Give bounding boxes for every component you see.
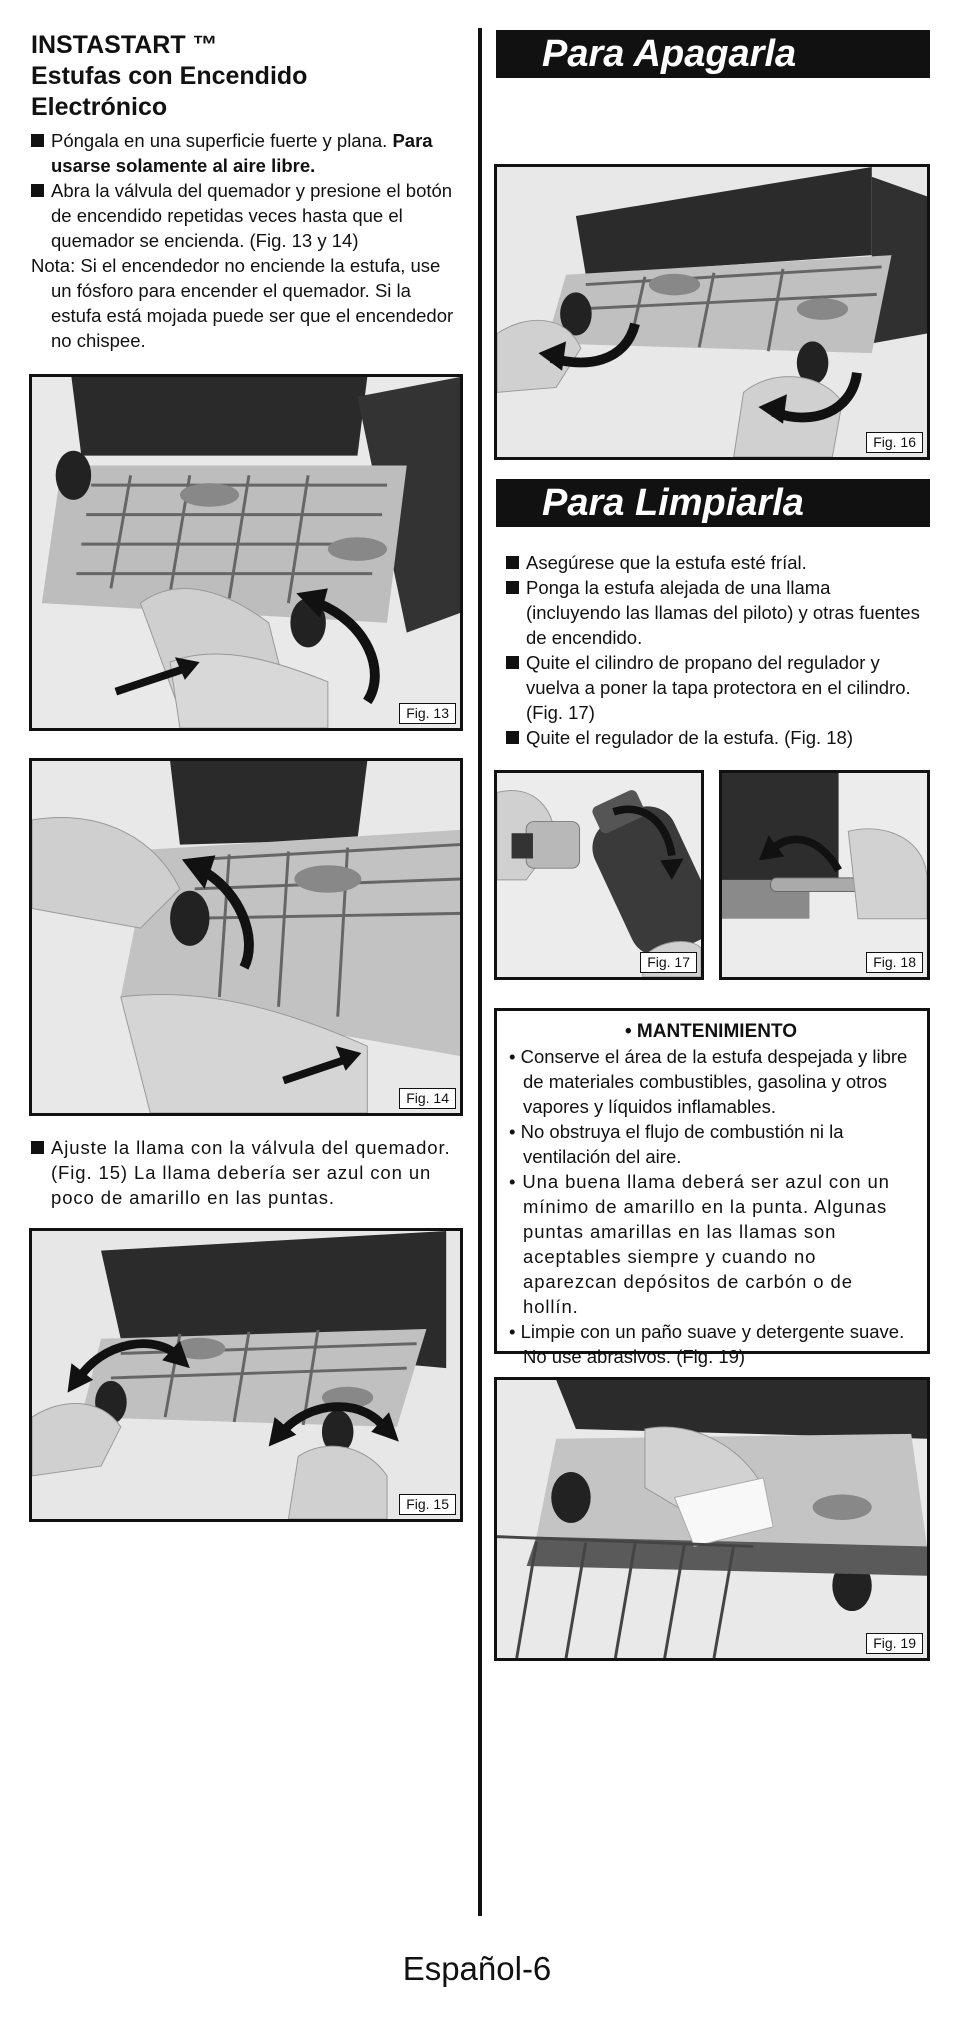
figure-18 (719, 770, 930, 980)
maintenance-item: • No obstruya el flujo de combustión ni la ventilación del aire. (509, 1121, 844, 1167)
cleaning-item: Asegúrese que la estufa esté fríal. (506, 550, 926, 575)
square-bullet-icon (31, 184, 44, 197)
bullet-adjust-text: Ajuste la llama con la válvula del quemador. (Fig. 15) La llama debería ser azul con un poco de amarillo en las puntas. (51, 1137, 451, 1208)
cylinder-removal-illustration (497, 773, 701, 977)
figure-16 (494, 164, 930, 460)
figure-19 (494, 1377, 930, 1661)
figure-14 (29, 758, 463, 1116)
figure-13 (29, 374, 463, 731)
square-bullet-icon (31, 1141, 44, 1154)
bullet-surface-text: Póngala en una superficie fuerte y plana. (51, 130, 393, 151)
header-para-limpiarla: Para Limpiarla (496, 479, 930, 527)
square-bullet-icon (506, 656, 519, 669)
cleaning-item: Ponga la estufa alejada de una llama (incluyendo las llamas del piloto) y otras fuentes de encendido. (506, 575, 926, 650)
instructions-block (31, 128, 456, 353)
column-divider (478, 28, 482, 1916)
stove-ignite-illustration (32, 377, 460, 728)
fig-15-label: Fig. 15 (399, 1494, 456, 1515)
figure-17 (494, 770, 704, 980)
maintenance-item: • Limpie con un paño suave y detergente suave. No use abrasivos. (Fig. 19) (509, 1321, 905, 1367)
stove-knob-illustration (32, 761, 460, 1113)
regulator-removal-illustration (722, 773, 927, 977)
maintenance-item: • Conserve el área de la estufa despejada y libre de materiales combustibles, gasolina y otros vapores y líquidos inflamables. (509, 1046, 908, 1117)
page-number: Español-6 (402, 1950, 552, 1987)
stove-cleaning-illustration (497, 1380, 927, 1658)
title-line-1: INSTASTART ™ (31, 31, 218, 59)
maintenance-item: • Una buena llama deberá ser azul con un mínimo de amarillo en la punta. Algunas puntas amarillas en las llamas son aceptables siempre y cuando no aparezcan depósitos de carbón o de hollín. (509, 1171, 890, 1317)
bullet-surface (31, 128, 456, 178)
stove-adjust-illustration (32, 1231, 460, 1519)
header-para-apagarla: Para Apagarla (496, 30, 930, 78)
fig-16-label: Fig. 16 (866, 432, 923, 453)
title-line-3: Electrónico (31, 93, 168, 121)
square-bullet-icon (506, 556, 519, 569)
note-text: Nota: Si el encendedor no enciende la estufa, use un fósforo para encender el quemador. Si la estufa está mojada puede ser que el encendedor no chispee. (31, 255, 454, 351)
maintenance-title: • MANTENIMIENTO (624, 1021, 798, 1042)
maintenance-box (494, 1008, 930, 1367)
cleaning-list (506, 550, 926, 750)
stove-off-illustration (497, 167, 927, 457)
fig-18-label: Fig. 18 (866, 952, 923, 973)
bullet-ignite (31, 178, 456, 253)
fig-19-label: Fig. 19 (866, 1633, 923, 1654)
square-bullet-icon (506, 731, 519, 744)
title-line-2: Estufas con Encendido (31, 62, 308, 90)
square-bullet-icon (506, 581, 519, 594)
bullet-adjust-flame (31, 1135, 471, 1210)
cleaning-item: Quite el cilindro de propano del regulador y vuelva a poner la tapa protectora en el cilindro. (Fig. 17) (506, 650, 926, 725)
bullet-surface-bold: Para usarse solamente al aire libre. (51, 130, 433, 176)
fig-17-label: Fig. 17 (640, 952, 697, 973)
cleaning-item: Quite el regulador de la estufa. (Fig. 18) (506, 725, 926, 750)
fig-13-label: Fig. 13 (399, 703, 456, 724)
fig-14-label: Fig. 14 (399, 1088, 456, 1109)
section-title (31, 30, 461, 123)
bullet-ignite-text: Abra la válvula del quemador y presione el botón de encendido repetidas veces hasta que el quemador se encienda. (Fig. 13 y 14) (51, 180, 453, 251)
square-bullet-icon (31, 134, 44, 147)
figure-15 (29, 1228, 463, 1522)
